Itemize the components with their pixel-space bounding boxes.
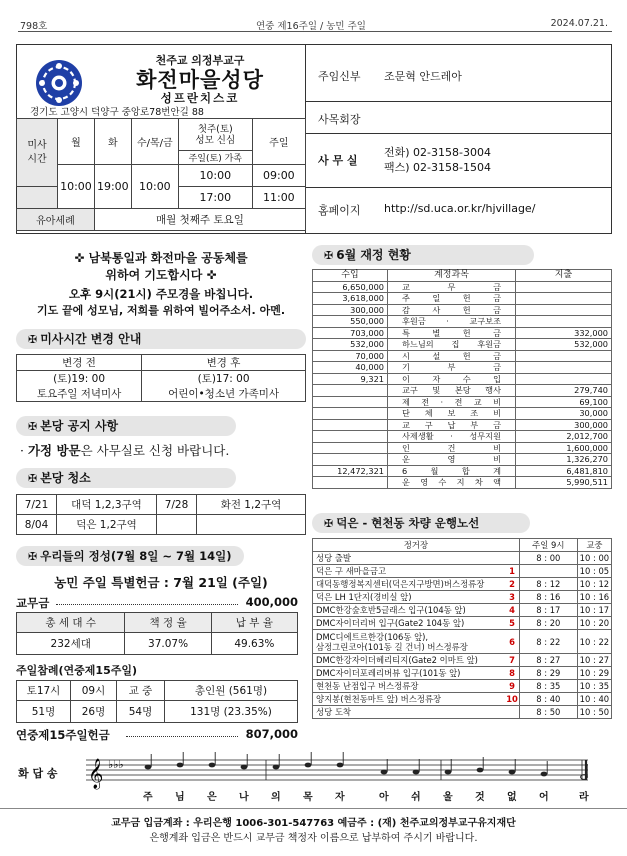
finance-expense: 6,481,810 [516,465,612,477]
finance-account: 6 월 합 계 [388,465,516,477]
finance-income: 9,321 [313,373,388,385]
music-note [381,770,388,775]
mass-time-sat-2: 17:00 [178,187,252,209]
bus-time-main: 10 : 17 [577,604,611,617]
finance-account: 주 일 헌 금 [388,293,516,305]
cross-icon: ✠ [28,333,38,346]
finance-account: 운 영 수 지 차 액 [388,477,516,489]
bus-time-9: 8 : 50 [519,706,577,719]
pastor-label: 주임신부 [318,70,361,83]
cleaning-area: 화전 1,2구역 [197,495,306,515]
finance-row [313,477,612,489]
finance-account: 교 무 금 [388,281,516,293]
bus-header: 교중 [577,539,611,552]
mass-time-sun-1: 09:00 [252,165,305,187]
finance-income [313,454,388,466]
bus-time-main: 10 : 16 [577,591,611,604]
bus-stop-number: 5 [505,617,519,630]
finance-account: 하느님의 집 후원금 [388,339,516,351]
bus-stop-row [313,591,612,604]
music-note [305,763,312,768]
baptism-value: 매월 첫째주 토요일 [94,209,305,231]
bus-stop-name: DMC디에트르한강(106동 앞), 삼정그린코아(101동 길 건너) 버스정류장 [313,630,506,654]
finance-account: 사제생활 · 성무지원 [388,431,516,443]
bus-stop-row [313,693,612,706]
finance-row [313,465,612,477]
finance-table [312,269,612,489]
finance-income: 12,472,321 [313,465,388,477]
mass-subheader-family: 주일(토) 가족 [178,151,252,165]
mass-header-sunday: 주일 [252,119,305,165]
finance-expense [516,293,612,305]
mass-header-wed-fri: 수/목/금 [131,119,178,165]
lyric-syllable: 님 [175,792,185,803]
office-label: 사 무 실 [318,154,358,167]
finance-expense [516,304,612,316]
gyomu-rate: 37.07% [125,633,211,655]
finance-row [313,454,612,466]
change-after-time: (토)17: 00 [142,371,306,387]
bus-header: 정거장 [313,539,520,552]
bus-time-9: 8 : 27 [519,654,577,667]
lyric-syllable: 은 [207,792,217,803]
music-note [209,763,216,768]
gyomu-paid-rate: 49.63% [211,633,297,655]
bus-stop-row [313,552,612,565]
bus-route-table [312,538,612,719]
lyric-syllable: 아 [379,792,389,803]
lyric-syllable: 라 [579,792,589,803]
finance-account: 운 영 비 [388,454,516,466]
finance-account: 시 설 헌 금 [388,350,516,362]
finance-expense [516,281,612,293]
bus-time-main: 10 : 22 [577,630,611,654]
finance-income: 6,650,000 [313,281,388,293]
finance-account: 감 사 헌 금 [388,304,516,316]
finance-account: 기 부 금 [388,362,516,374]
finance-account: 인 건 비 [388,442,516,454]
finance-expense: 279,740 [516,385,612,397]
finance-expense [516,350,612,362]
bus-stop-number: 10 [506,694,518,704]
finance-income [313,419,388,431]
finance-expense: 2,012,700 [516,431,612,443]
bus-stop-number: 4 [505,604,519,617]
music-note [145,765,152,770]
bus-stop-name: DMC한강숲호반5글래스 입구(104동 앞) [313,604,506,617]
music-note [445,770,452,775]
bus-stop-name: DMC한강자이더헤리티지(Gate2 이마트 앞) [313,654,506,667]
section-bus: ✠ 덕은 - 현천동 차량 운행노선 [312,513,530,533]
music-note [509,770,516,775]
finance-income [313,408,388,420]
office-tel: 전화) 02-3158-3004 [384,146,491,159]
mass-change-table [16,354,306,402]
music-note [177,763,184,768]
finance-row [313,293,612,305]
finance-header: 수입 [313,270,388,282]
bus-time-9: 8 : 12 [519,578,577,591]
footer-note: 은행계좌 입금은 반드시 교무금 책정자 이름으로 납부하여 주시기 바랍니다. [149,833,478,844]
cleaning-area: 덕은 1,2구역 [57,515,157,535]
gyomu-table [16,612,298,655]
change-before-desc: 토요주일 저녁미사 [17,386,142,402]
finance-income [313,385,388,397]
finance-row [313,431,612,443]
finance-expense [516,362,612,374]
bus-time-9: 8 : 29 [519,667,577,680]
lyric-syllable: 쉬 [411,792,421,803]
finance-income: 70,000 [313,350,388,362]
finance-row [313,350,612,362]
mass-header-first-sat: 첫주(토) 성모 신심 [178,119,252,151]
parish-patron: 성프란치스코 [160,91,240,105]
finance-income [313,396,388,408]
bus-time-main: 10 : 27 [577,654,611,667]
attendance-value: 26명 [71,701,117,723]
finance-row [313,281,612,293]
lyric-syllable: 어 [539,792,549,803]
section-cleaning: ✠ 본당 청소 [16,468,236,488]
finance-income: 300,000 [313,304,388,316]
mass-side-label: 미사 시간 [17,119,58,187]
bus-stop-row [313,680,612,693]
finance-expense [516,316,612,328]
lyric-syllable: 울 [443,792,453,803]
bus-stop-name: 대덕동행정복지센터(덕은지구방면)버스정류장 [313,578,506,591]
baptism-label: 유아세례 [17,209,95,231]
finance-expense: 30,000 [516,408,612,420]
office-fax: 팩스) 02-3158-1504 [384,161,491,174]
finance-expense: 300,000 [516,419,612,431]
finance-row [313,316,612,328]
collection-line: 연중제15주일헌금 807,000 [16,727,298,742]
finance-income: 703,000 [313,327,388,339]
finance-income: 40,000 [313,362,388,374]
attendance-header: 총인원 (561명) [165,681,298,701]
attendance-label: 주일참례(연중제15주일) [16,664,137,677]
bus-stop-number [505,706,519,719]
finance-header: 지출 [516,270,612,282]
lyric-syllable: 자 [335,792,345,803]
bus-stop-number: 9 [505,680,519,693]
gyomu-header: 총 세 대 수 [17,613,125,633]
change-before-header: 변경 전 [17,355,142,371]
finance-expense: 1,600,000 [516,442,612,454]
finance-account: 단 체 보 조 비 [388,408,516,420]
gyomu-header: 납 부 율 [211,613,297,633]
music-note [337,763,344,768]
bus-stop-number: 1 [505,565,519,578]
finance-income: 3,618,000 [313,293,388,305]
finance-expense: 332,000 [516,327,612,339]
bus-stop-name: 덕은 LH 1단지(경비실 앞) [313,591,506,604]
music-note [413,770,420,775]
bus-time-main: 10 : 12 [577,578,611,591]
cross-icon: ✠ [324,249,334,262]
finance-income [313,442,388,454]
gyomu-households: 232세대 [17,633,125,655]
prayer-line-2: 위하여 기도합시다 ✜ [105,268,217,282]
bus-stop-row [313,617,612,630]
finance-expense: 1,326,270 [516,454,612,466]
gyomu-header: 책 정 율 [125,613,211,633]
cleaning-date: 8/04 [17,515,57,535]
finance-income: 550,000 [313,316,388,328]
section-offering: ✠ 우리들의 정성(7월 8일 ~ 7월 14일) [16,546,244,566]
bus-stop-row [313,565,612,578]
finance-row [313,327,612,339]
finance-row [313,419,612,431]
hymn-label: 화 답 송 [18,767,58,780]
mass-time-wed-fri: 10:00 [131,165,178,209]
cleaning-date: 7/21 [17,495,57,515]
finance-expense: 5,990,511 [516,477,612,489]
finance-row [313,385,612,397]
attendance-table [16,680,298,723]
parish-name: 화전마을성당 [136,68,264,92]
bus-stop-name: DMC자이더리버 입구(Gate2 104동 앞) [313,617,506,630]
finance-row [313,396,612,408]
mass-time-sun-2: 11:00 [252,187,305,209]
bus-stop-number [505,552,519,565]
cross-icon: ✠ [28,472,38,485]
issue-date: 2024.07.21. [550,18,608,29]
finance-account: 교 구 납 부 금 [388,419,516,431]
bus-stop-name: DMC자이더포레리버뷰 입구(101동 앞) [313,667,506,680]
cross-icon: ✠ [28,550,38,563]
bus-time-9: 8 : 20 [519,617,577,630]
music-note [241,765,248,770]
bus-stop-row [313,654,612,667]
lyric-syllable: 나 [239,792,249,803]
attendance-value: 51명 [17,701,71,723]
section-notice: ✠ 본당 공지 사항 [16,416,236,436]
finance-income [313,431,388,443]
issue-number: 798호 [20,21,48,32]
cleaning-table [16,494,306,535]
bus-header: 주일 9시 [519,539,577,552]
bus-stop-row [313,578,612,591]
finance-row [313,373,612,385]
pastor-name: 조문혁 안드레아 [384,70,462,83]
parish-logo [28,58,90,108]
bus-time-9: 8 : 17 [519,604,577,617]
attendance-header: 09시 [71,681,117,701]
finance-header: 계정과목 [388,270,516,282]
lyric-syllable: 주 [143,792,153,803]
bus-stop-name: 덕은 구 새마을금고 [313,565,506,578]
notice-text: · 가정 방문은 사무실로 신청 바랍니다. [20,443,230,458]
cross-icon: ✠ [324,517,334,530]
finance-row [313,304,612,316]
homepage-label: 홈페이지 [318,204,361,217]
bus-stop-number: 3 [505,591,519,604]
bus-stop-name: 현천동 난점입구 버스정류장 [313,680,506,693]
cross-icon: ✠ [28,420,38,433]
bus-time-9: 8 : 22 [519,630,577,654]
attendance-value: 54명 [117,701,165,723]
lyric-syllable: 의 [271,792,281,803]
change-after-header: 변경 후 [142,355,306,371]
bus-stop-number: 2 [505,578,519,591]
finance-account: 특 별 헌 금 [388,327,516,339]
bus-stop-name: 성당 출발 [313,552,506,565]
finance-income: 532,000 [313,339,388,351]
bus-stop-row [313,667,612,680]
bus-time-9: 8 : 35 [519,680,577,693]
bus-time-main: 10 : 40 [577,693,611,706]
bus-time-9: 8 : 40 [519,693,577,706]
svg-text:♭♭♭: ♭♭♭ [108,758,124,771]
treble-clef-icon: 𝄞 [88,759,104,789]
finance-account: 교구 및 본당 행사 [388,385,516,397]
mass-header-mon: 월 [57,119,94,165]
bus-stop-row [313,706,612,719]
bus-stop-row [313,604,612,617]
bus-time-main: 10 : 29 [577,667,611,680]
bus-stop-name: 양지봉(현천동마트 앞) 버스정류장 [313,693,506,706]
mass-time-mon: 10:00 [57,165,94,209]
parish-address: 경기도 고양시 덕양구 중앙로78번안길 88 [30,107,204,118]
finance-row [313,408,612,420]
finance-row [313,442,612,454]
council-label: 사목회장 [318,113,361,126]
section-mass-change: ✠ 미사시간 변경 안내 [16,329,306,349]
issue-header-line [18,16,612,32]
parish-info [306,44,612,234]
liturgical-week: 연중 제16주일 / 농민 주일 [256,21,366,32]
finance-row [313,362,612,374]
bus-stop-row [313,630,612,654]
cleaning-area: 대덕 1,2,3구역 [57,495,157,515]
lyric-syllable: 목 [303,792,313,803]
diocese-name: 천주교 의정부교구 [155,54,245,67]
cleaning-date: 7/28 [157,495,197,515]
attendance-header: 교 중 [117,681,165,701]
homepage-url[interactable]: http://sd.uca.or.kr/hjvillage/ [384,202,536,215]
bus-time-9 [519,565,577,578]
music-note [541,772,548,777]
bus-time-main: 10 : 35 [577,680,611,693]
change-before-time: (토)19: 00 [17,371,142,387]
bus-time-9: 8 : 16 [519,591,577,604]
finance-row [313,339,612,351]
special-offering: 농민 주일 특별헌금 : 7월 21일 (주일) [54,575,268,590]
mass-time-table [16,118,306,231]
section-finance: ✠ 6월 재정 현황 [312,245,534,265]
bus-time-main: 10 : 05 [577,565,611,578]
bus-time-main: 10 : 20 [577,617,611,630]
finance-account: 제 전 · 전 교 비 [388,396,516,408]
bus-stop-number: 6 [505,630,519,654]
finance-account: 이 자 수 입 [388,373,516,385]
lyric-syllable: 것 [475,792,485,803]
footer-account: 교무금 입금계좌 : 우리은행 1006-301-547763 예금주 : (재) 천주교의정부교구유지재단 [111,818,516,829]
finance-expense: 532,000 [516,339,612,351]
mass-time-tue: 19:00 [94,165,131,209]
music-note [477,768,484,773]
lyric-syllable: 없 [507,792,517,803]
change-after-desc: 어린이•청소년 가족미사 [142,386,306,402]
prayer-line-1: ✜ 남북통일과 화전마을 공동체를 [74,251,248,265]
prayer-line-3: 오후 9시(21시) 주모경을 바칩니다. [68,287,254,301]
prayer-line-4: 기도 끝에 성모님, 저희를 위하여 빌어주소서. 아멘. [36,304,286,317]
finance-expense [516,373,612,385]
mass-time-sat-1: 10:00 [178,165,252,187]
bus-time-9: 8 : 00 [519,552,577,565]
mass-header-tue: 화 [94,119,131,165]
bus-time-main: 10 : 00 [577,552,611,565]
attendance-header: 토17시 [17,681,71,701]
finance-income [313,477,388,489]
attendance-value: 131명 (23.35%) [165,701,298,723]
finance-expense: 69,100 [516,396,612,408]
hymn-lyrics [86,788,596,802]
music-note [273,765,280,770]
gyomu-line: 교무금 400,000 [16,595,298,610]
bus-time-main: 10 : 50 [577,706,611,719]
bus-stop-name: 성당 도착 [313,706,506,719]
bus-stop-number: 8 [505,667,519,680]
bus-stop-number: 7 [505,654,519,667]
finance-account: 후원금 · 교구보조 [388,316,516,328]
